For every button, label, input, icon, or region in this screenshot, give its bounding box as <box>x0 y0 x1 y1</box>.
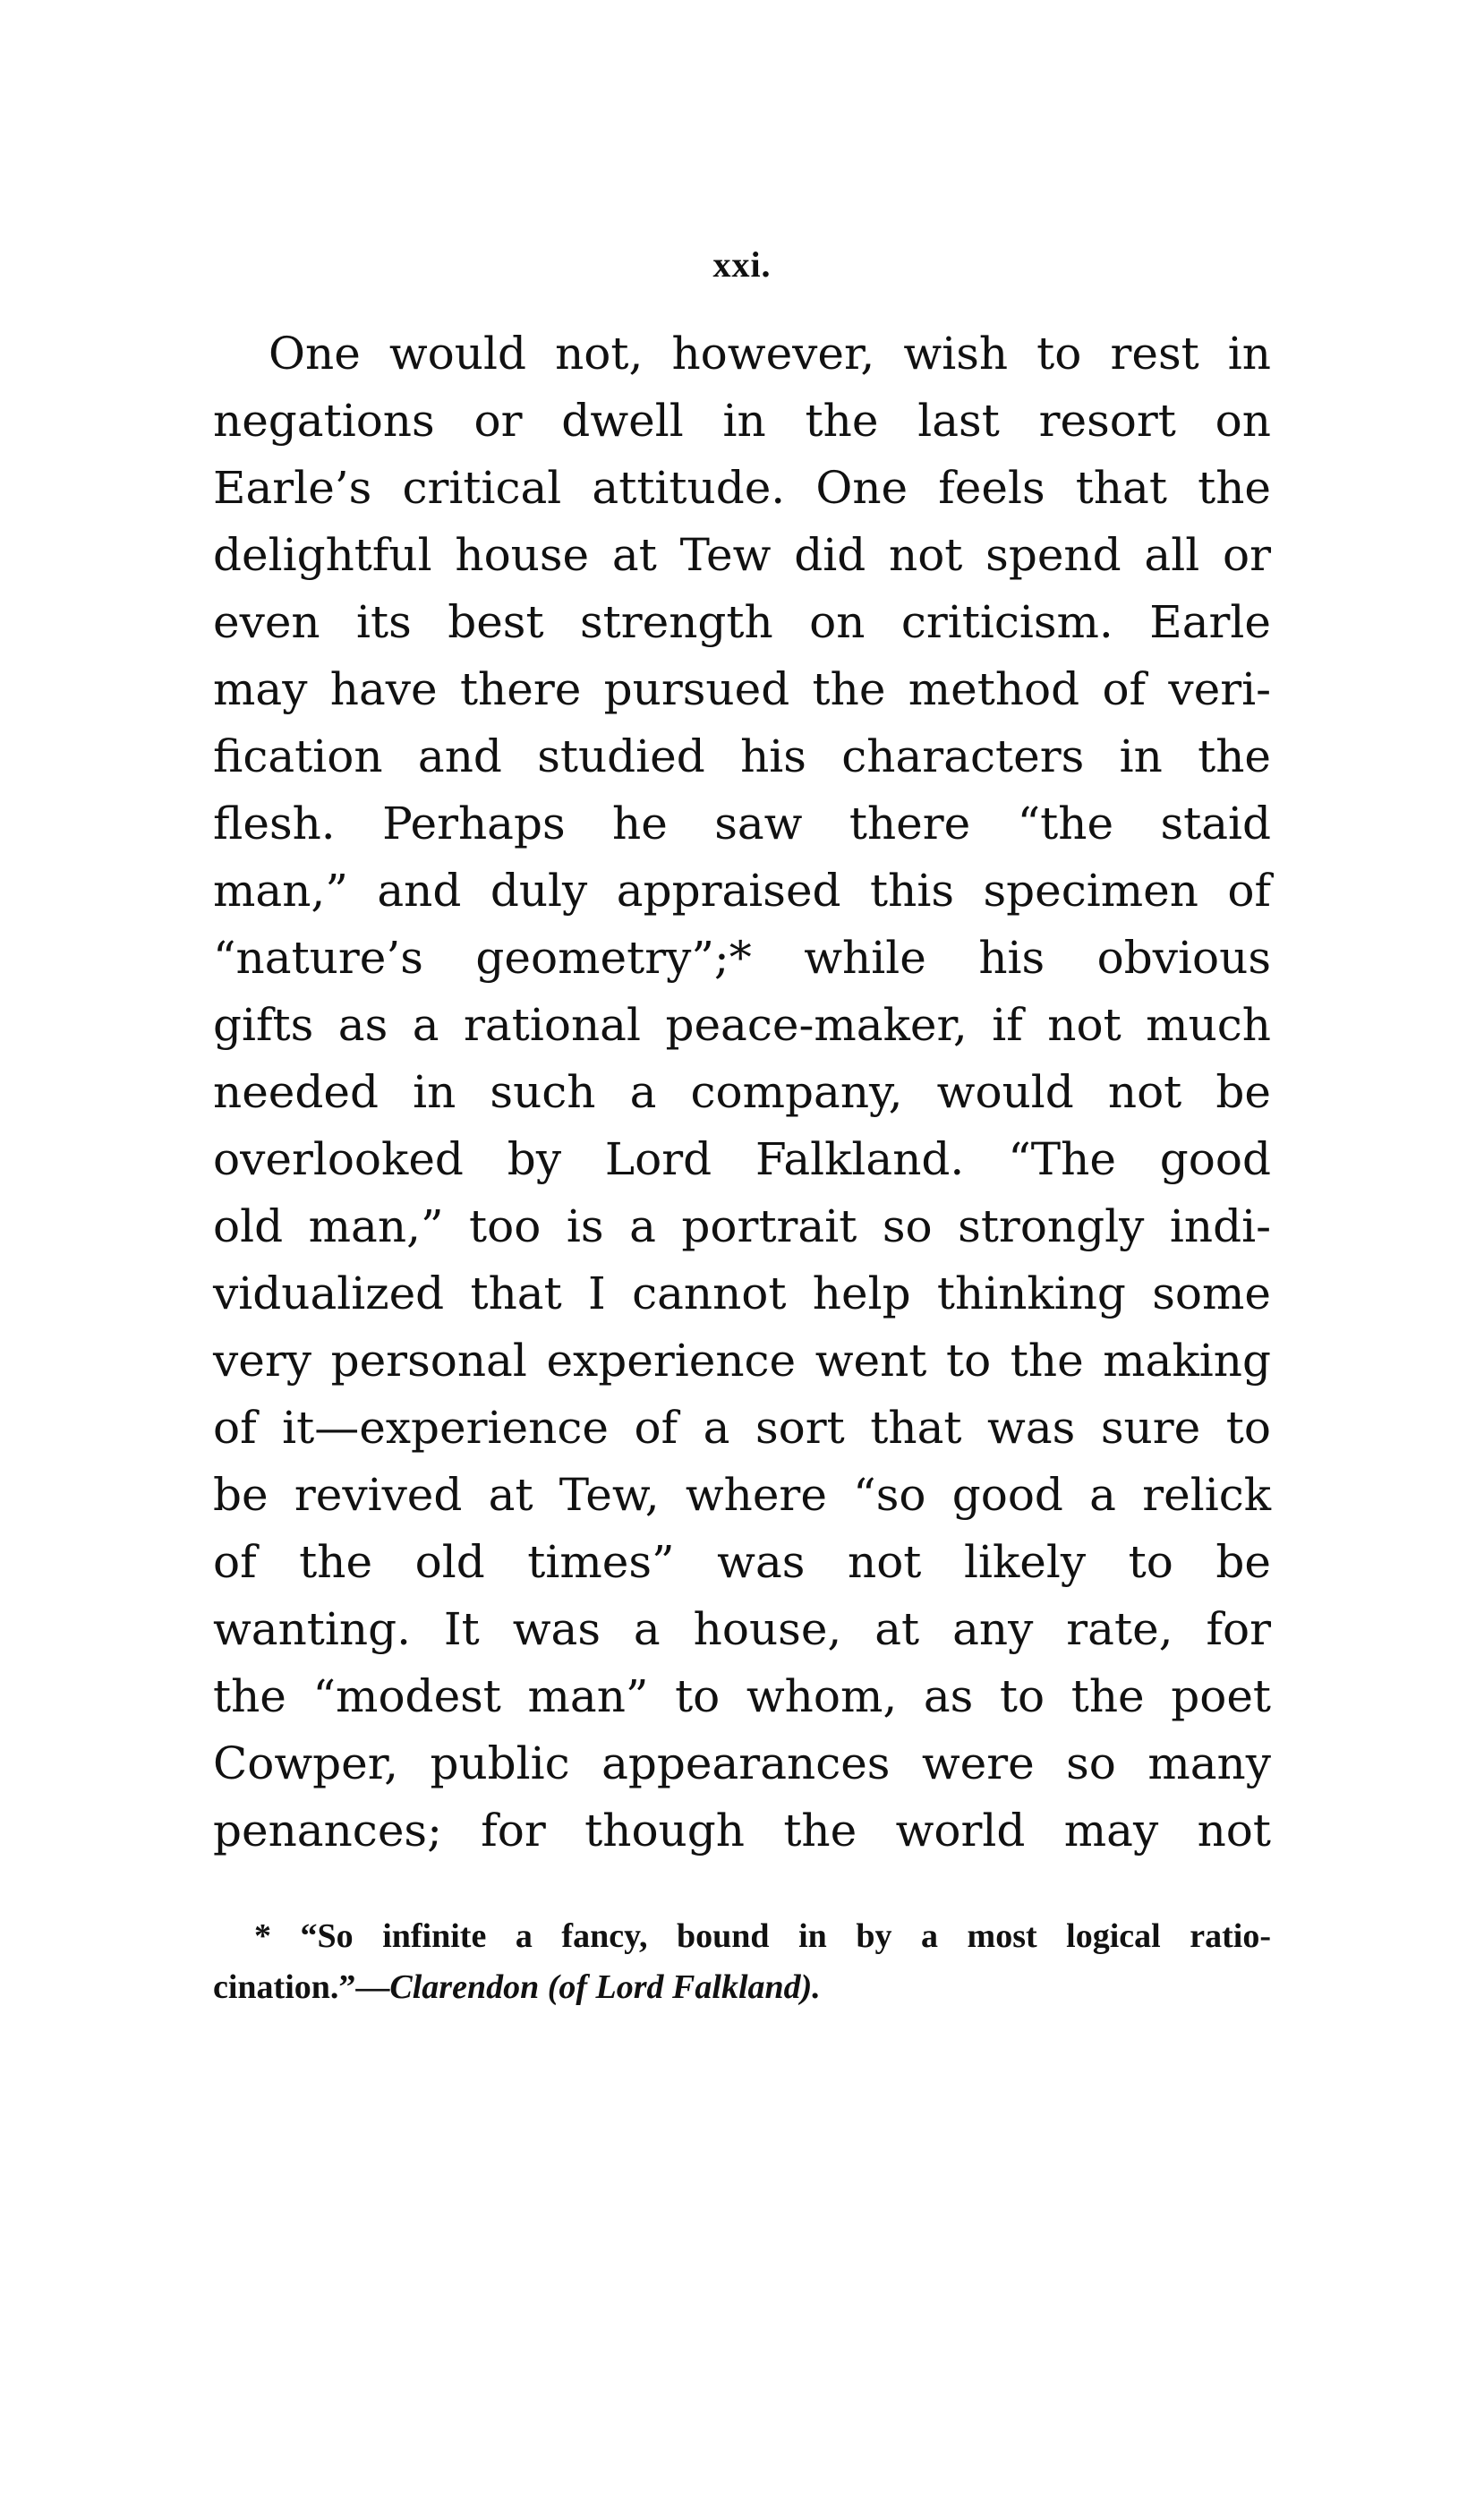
text-line: be revived at Tew, where “so good a relick <box>213 1469 1271 1521</box>
text-line: flesh. Perhaps he saw there “the staid <box>213 798 1271 849</box>
text-line: Earle’s critical attitude. One feels that the <box>213 462 1271 514</box>
footnote-line: * “So infinite a fancy, bound in by a most logical ratio- <box>254 1917 1271 1955</box>
body-paragraph <box>213 320 1271 1865</box>
text-line: man,” and duly appraised this specimen of <box>213 865 1271 917</box>
text-line: gifts as a rational peace-maker, if not much <box>213 999 1271 1051</box>
text-line: vidualized that I cannot help thinking some <box>213 1268 1271 1319</box>
text-line: penances; for though the world may not <box>213 1805 1271 1857</box>
text-line: very personal experience went to the making <box>213 1335 1271 1387</box>
text-line: One would not, however, wish to rest in <box>269 328 1271 380</box>
text-line: of it—experience of a sort that was sure to <box>213 1402 1271 1454</box>
text-line: negations or dwell in the last resort on <box>213 395 1271 447</box>
footnote-citation: Clarendon (of Lord Falkland). <box>389 1968 821 2006</box>
text-line: needed in such a company, would not be <box>213 1066 1271 1118</box>
text-line: may have there pursued the method of veri- <box>213 663 1271 715</box>
footnote-text: cination.”— <box>213 1968 390 2006</box>
text-line: the “modest man” to whom, as to the poet <box>213 1670 1271 1722</box>
text-line: delightful house at Tew did not spend all or <box>213 529 1271 581</box>
text-line: wanting. It was a house, at any rate, for <box>213 1603 1271 1655</box>
text-line: even its best strength on criticism. Earle <box>213 596 1271 648</box>
page-number: xxi. <box>712 244 772 285</box>
text-line: old man,” too is a portrait so strongly indi- <box>213 1200 1271 1252</box>
text-line: “nature’s geometry”;* while his obvious <box>213 932 1271 984</box>
text-line: fication and studied his characters in the <box>213 730 1271 782</box>
text-line: overlooked by Lord Falkland. “The good <box>213 1133 1271 1185</box>
text-line: of the old times” was not likely to be <box>213 1536 1271 1588</box>
text-line: Cowper, public appearances were so many <box>213 1737 1271 1789</box>
footnote <box>213 1911 1271 2013</box>
footnote-line <box>213 1962 1271 2013</box>
